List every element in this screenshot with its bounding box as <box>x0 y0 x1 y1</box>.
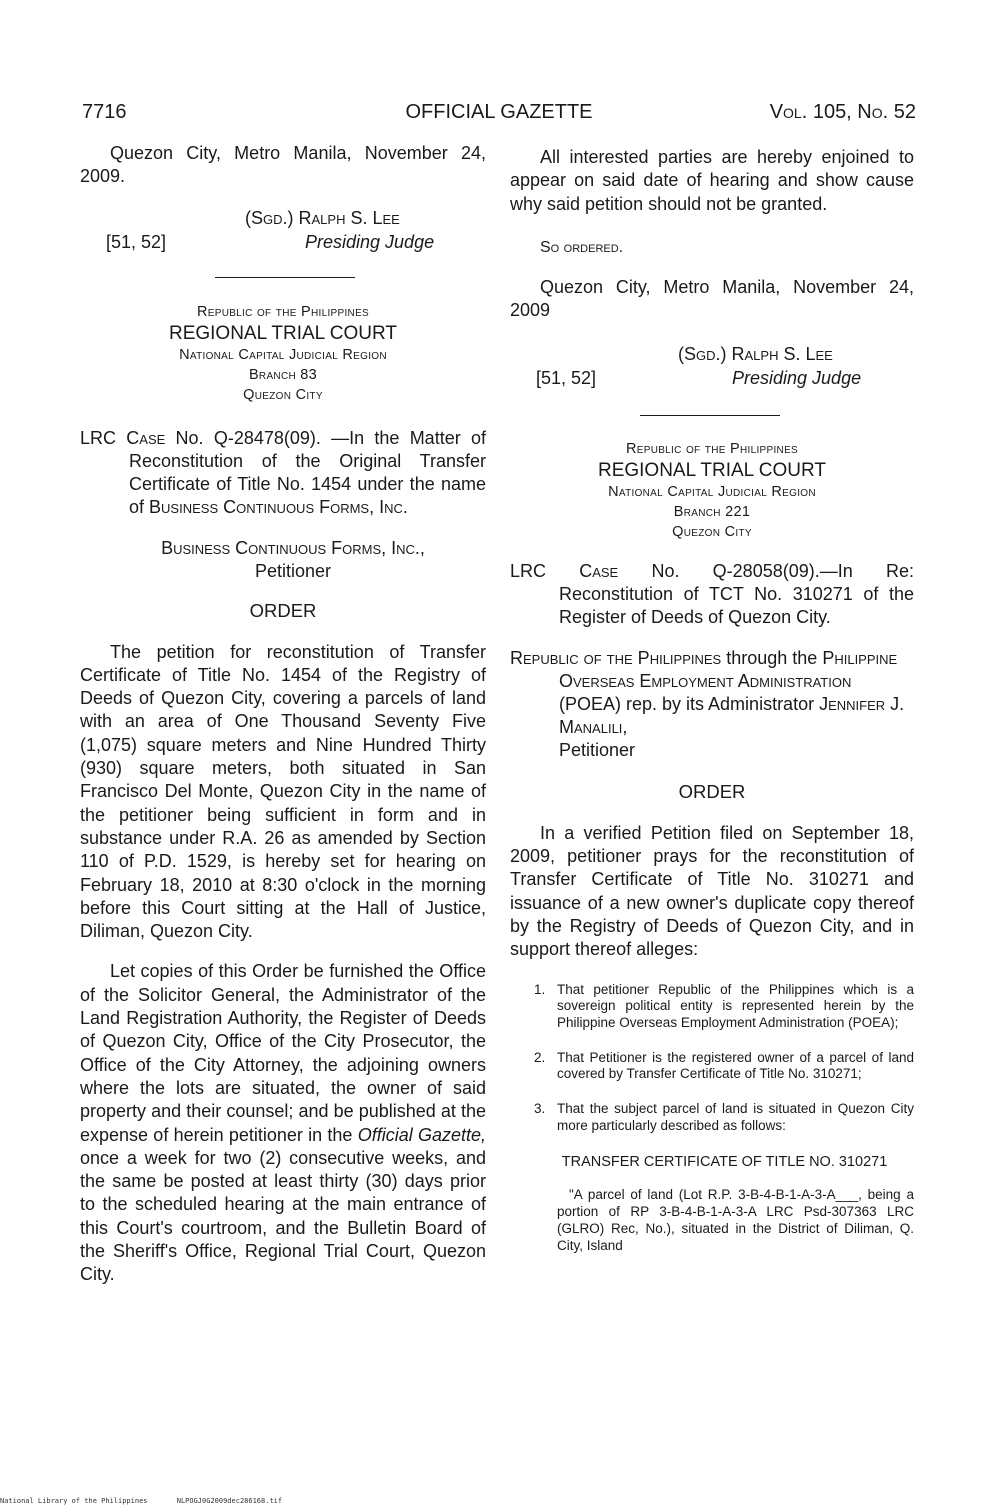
order-paragraph-1: The petition for reconstitution of Transfer Certificate of Title No. 1454 of the Registry of Deeds of Quezon City, covering a parcels of land with an area of One Thousand Seventy Five (1,075) square meters and Nine Hundred Thirty (930) square meters, both situated in San Francisco Del Monte, Quezon City in the name of the petitioner being sufficient in form and in substance under R.A. 26 as amended by Section 110 of P.D. 1529, is hereby set for hearing on February 18, 2010 at 8:30 o'clock in the morning before this Court sitting at the Hall of Justice, Diliman, Quezon City. <box>80 641 486 942</box>
court-city: Quezon City <box>672 523 752 540</box>
publication-title: OFFICIAL GAZETTE <box>405 101 593 123</box>
court-heading <box>80 302 486 405</box>
order-paragraph-2-rest: once a week for two (2) consecutive weeks, and the same be posted at least thirty (30) days prior to the scheduled hearing at the main entrance of this Court's courtroom, and the Bulletin Board of the Sheriff's Office, Regional Trial Court, Quezon City. <box>80 1147 486 1285</box>
court-name: REGIONAL TRIAL COURT <box>597 459 827 481</box>
section-divider <box>640 415 780 416</box>
court-republic: Republic of the Philippines <box>625 440 799 457</box>
order-paragraph-2 <box>80 960 486 1286</box>
party-administrator: Jennifer J. Manalili, <box>559 693 905 737</box>
section-divider <box>215 277 355 278</box>
party-rep: (POEA) rep. by its Administrator <box>559 693 815 714</box>
court-region: National Capital Judicial Region <box>608 483 816 500</box>
issue-reference: [51, 52] <box>106 231 167 252</box>
right-column <box>510 140 914 1254</box>
list-item-text: That petitioner Republic of the Philippines which is a sovereign political entity is represented herein by the Philippine Overseas Employment Administration (POEA); <box>557 981 914 1030</box>
volume-number: Vol. 105, No. 52 <box>769 101 916 123</box>
signatory: (Sgd.) Ralph S. Lee <box>678 343 833 364</box>
previous-notice-signature <box>80 207 486 259</box>
court-branch: Branch 83 <box>248 366 318 383</box>
order-signature <box>510 343 914 395</box>
enjoin-paragraph: All interested parties are hereby enjoined to appear on said date of hearing and show cause why said petition should not be granted. <box>510 147 914 214</box>
list-item-text: That the subject parcel of land is situated in Quezon City more particularly described as follows: <box>557 1101 914 1133</box>
order-date: Quezon City, Metro Manila, November 24, 2009 <box>510 277 914 321</box>
case-title <box>510 560 914 629</box>
order-paragraph-2-text: Let copies of this Order be furnished the Office of the Solicitor General, the Administrator of the Land Registration Authority, the Register of Deeds of Quezon City, Office of the City Prosecutor, the Office of the City Attorney, the adjoining owners where the lots are situated, the owner of said property and their counsel; and be published at the expense of herein petitioner in the <box>80 961 486 1145</box>
page-header <box>82 97 916 127</box>
so-ordered: So ordered. <box>540 238 624 256</box>
order-heading: ORDER <box>249 599 317 621</box>
party-republic: Republic of the Philippines <box>510 647 722 668</box>
property-description: "A parcel of land (Lot R.P. 3-B-4-B-1-A-3-A___, being a portion of RP 3-B-4-B-1-A-3-A LRC Psd-307363 LRC (GLRO) Rec, No.), situated in the District of Diliman, Q. City, Island <box>557 1187 914 1253</box>
court-republic: Republic of the Philippines <box>196 303 370 320</box>
left-column <box>80 140 486 1287</box>
list-item-number: 1. <box>534 981 546 997</box>
scan-filename: NLPOGJ0G2009dec286168.tif <box>176 1497 283 1505</box>
court-city: Quezon City <box>243 386 323 403</box>
party-agency: Philippine Overseas Employment Administration <box>559 647 898 691</box>
party-connector: through the <box>726 647 818 668</box>
signatory-title: Presiding Judge <box>305 231 435 252</box>
signatory: (Sgd.) Ralph S. Lee <box>245 207 400 228</box>
case-title <box>80 427 486 519</box>
petitioner-name: Business Continuous Forms, Inc., <box>161 537 425 558</box>
case-label: LRC Case <box>510 560 619 581</box>
list-item-number: 2. <box>534 1049 546 1065</box>
issue-reference: [51, 52] <box>536 367 597 388</box>
parties-block <box>510 647 914 762</box>
petition-paragraph: In a verified Petition filed on September 18, 2009, petitioner prays for the reconstitution of Transfer Certificate of Title No. 310271 and issuance of a new owner's duplicate copy thereof by the Registry of Deeds of Quezon City, and in support thereof alleges: <box>510 822 914 960</box>
tct-heading: TRANSFER CERTIFICATE OF TITLE NO. 310271 <box>561 1154 888 1171</box>
court-region: National Capital Judicial Region <box>179 346 387 363</box>
court-name: REGIONAL TRIAL COURT <box>168 322 398 344</box>
list-item <box>510 1050 914 1083</box>
case-owner: Business Continuous Forms, Inc. <box>149 496 408 517</box>
scan-footer <box>0 1497 307 1505</box>
case-number: No. Q-28478(09). —In the Matter of Reconstitution of the Original Transfer Certificate of Title No. 1454 under the name of <box>129 427 486 517</box>
allegations-list <box>510 982 914 1135</box>
court-branch: Branch 221 <box>673 503 751 520</box>
list-item <box>510 982 914 1032</box>
list-item-number: 3. <box>534 1101 546 1117</box>
court-heading <box>510 439 914 542</box>
order-heading: ORDER <box>678 780 746 802</box>
case-label: LRC Case <box>80 427 166 448</box>
library-credit: National Library of the Philippines <box>0 1497 148 1505</box>
list-item <box>510 1101 914 1134</box>
case-number: No. Q-28058(09).—In Re: Reconstitution of TCT No. 310271 of the Register of Deeds of Quezon City. <box>559 560 914 627</box>
list-item-text: That Petitioner is the registered owner of a parcel of land covered by Transfer Certificate of Title No. 310271; <box>557 1049 914 1082</box>
page-number: 7716 <box>82 101 127 123</box>
petitioner-block <box>80 537 486 583</box>
gazette-name: Official Gazette, <box>357 1124 486 1145</box>
previous-notice-date: Quezon City, Metro Manila, November 24, 2009. <box>80 143 486 187</box>
signatory-title: Presiding Judge <box>732 367 862 388</box>
petitioner-role: Petitioner <box>559 739 636 760</box>
petitioner-role: Petitioner <box>254 560 332 581</box>
